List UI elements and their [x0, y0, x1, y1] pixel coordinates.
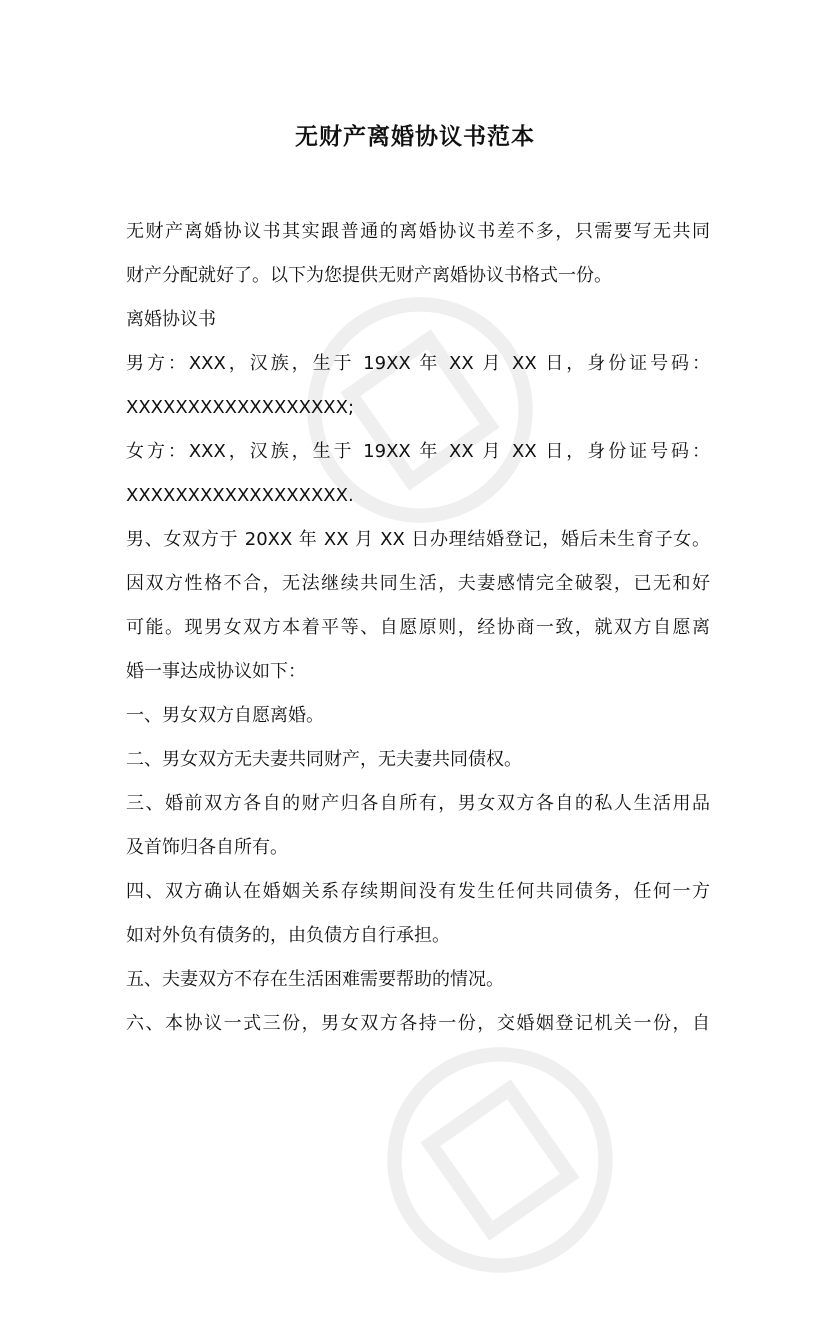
- paragraph-line: 财产分配就好了。以下为您提供无财产离婚协议书格式一份。: [126, 265, 612, 286]
- paragraph-line: XXXXXXXXXXXXXXXXXX;: [126, 397, 355, 418]
- clause-item: 四、双方确认在婚姻关系存续期间没有发生任何共同债务，任何一方: [126, 881, 710, 902]
- paragraph-line: 无财产离婚协议书其实跟普通的离婚协议书差不多，只需要写无共同: [126, 221, 710, 242]
- clause-item-continued: 如对外负有债务的，由负债方自行承担。: [126, 925, 450, 946]
- section-heading: 离婚协议书: [126, 309, 216, 330]
- document-title: 无财产离婚协议书范本: [295, 124, 535, 150]
- paragraph-line: 可能。现男女双方本着平等、自愿原则，经协商一致，就双方自愿离: [126, 617, 710, 638]
- clause-item: 六、本协议一式三份，男女双方各持一份，交婚姻登记机关一份，自: [126, 1013, 710, 1034]
- paragraph-line: 男方：XXX，汉族，生于 19XX 年 XX 月 XX 日，身份证号码：: [126, 353, 710, 374]
- document-body: [126, 210, 710, 1046]
- paragraph-line: XXXXXXXXXXXXXXXXXX.: [126, 485, 354, 506]
- clause-item: 三、婚前双方各自的财产归各自所有，男女双方各自的私人生活用品: [126, 793, 710, 814]
- paragraph-line: 男、女双方于 20XX 年 XX 月 XX 日办理结婚登记，婚后未生育子女。: [126, 529, 710, 550]
- paragraph-line: 女方：XXX，汉族，生于 19XX 年 XX 月 XX 日，身份证号码：: [126, 441, 710, 462]
- clause-item-continued: 及首饰归各自所有。: [126, 837, 288, 858]
- clause-item: 五、夫妻双方不存在生活困难需要帮助的情况。: [126, 969, 504, 990]
- clause-item: 一、男女双方自愿离婚。: [126, 705, 324, 726]
- clause-item: 二、男女双方无夫妻共同财产，无夫妻共同债权。: [126, 749, 522, 770]
- paragraph-line: 因双方性格不合，无法继续共同生活，夫妻感情完全破裂，已无和好: [126, 573, 710, 594]
- paragraph-line: 婚一事达成协议如下：: [126, 661, 306, 682]
